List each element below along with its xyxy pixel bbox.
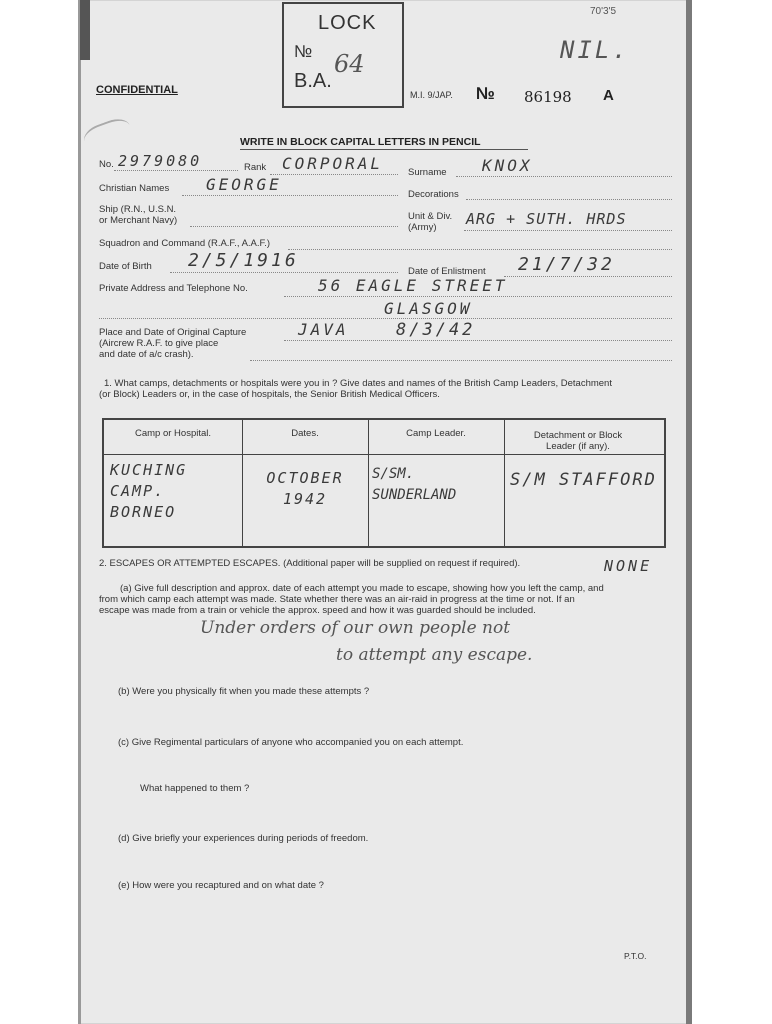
ref-label: M.I. 9/JAP. [410, 90, 453, 100]
no-dots [114, 170, 238, 171]
address-value-1: 56 EAGLE STREET [318, 276, 508, 295]
unit-value: ARG + SUTH. HRDS [466, 210, 627, 228]
question-2c-followup: What happened to them ? [140, 783, 250, 794]
surname-label: Surname [408, 167, 447, 178]
form-suffix: A [603, 87, 614, 104]
pto-label: P.T.O. [624, 951, 647, 961]
decorations-label: Decorations [408, 189, 459, 200]
question-1-line1: 1. What camps, detachments or hospitals were you in ? Give dates and names of the British Camp Leaders, Detachment [104, 378, 612, 389]
form-number: 86198 [524, 88, 572, 106]
stamp-line2: № [294, 42, 313, 61]
capture-dots-2 [250, 360, 672, 361]
question-2a-line1: (a) Give full description and approx. date of each attempt you made to escape, showing how you left the camp, and [120, 583, 604, 594]
table-header-camp: Camp or Hospital. [134, 428, 212, 439]
lock-stamp [282, 2, 404, 108]
christian-dots [182, 195, 398, 196]
number-symbol: № [476, 84, 495, 103]
address-dots-1 [284, 296, 672, 297]
table-cell-leader: S/SM. SUNDERLAND [372, 466, 457, 503]
enlistment-value: 21/7/32 [518, 254, 615, 275]
question-2-answer: NONE [604, 557, 653, 575]
dob-dots [170, 272, 398, 273]
surname-value: KNOX [482, 156, 533, 175]
surname-dots [456, 176, 672, 177]
ship-label-2: or Merchant Navy) [99, 215, 178, 226]
title-underline [240, 149, 528, 150]
enlistment-dots [504, 276, 672, 277]
table-header-dates: Dates. [291, 428, 319, 439]
ship-label-1: Ship (R.N., U.S.N. [99, 204, 177, 215]
christian-names-value: GEORGE [206, 175, 282, 194]
unit-label-1: Unit & Div. [408, 211, 453, 222]
dob-value: 2/5/1916 [188, 250, 299, 271]
question-2c: (c) Give Regimental particulars of anyone who accompanied you on each attempt. [118, 737, 464, 748]
enlistment-label: Date of Enlistment [408, 266, 486, 277]
question-2-title: 2. ESCAPES OR ATTEMPTED ESCAPES. (Additional paper will be supplied on request if required). [99, 558, 521, 569]
question-2e: (e) How were you recaptured and on what date ? [118, 880, 324, 891]
address-dots-2 [99, 318, 672, 319]
nil-note: NIL. [560, 36, 630, 64]
handwritten-answer-1: Under orders of our own people not [200, 618, 511, 638]
table-header-leader: Camp Leader. [406, 428, 466, 439]
ship-dots [190, 226, 398, 227]
capture-label-1: Place and Date of Original Capture [99, 327, 247, 338]
capture-label-2: (Aircrew R.A.F. to give place [99, 338, 219, 349]
dob-label: Date of Birth [99, 261, 152, 272]
unit-dots [464, 230, 672, 231]
capture-label-3: and date of a/c crash). [99, 349, 194, 360]
rank-label: Rank [244, 162, 267, 173]
rank-dots [270, 174, 398, 175]
stamp-line1: LOCK [318, 12, 377, 34]
capture-place: JAVA [298, 320, 349, 339]
capture-date: 8/3/42 [396, 320, 476, 340]
unit-label-2: (Army) [408, 222, 437, 233]
table-cell-camp: KUCHING CAMP. BORNEO [110, 461, 188, 521]
handwritten-answer-2: to attempt any escape. [336, 645, 533, 665]
no-value: 2979080 [118, 152, 203, 170]
table-cell-block: S/M STAFFORD [510, 470, 657, 490]
capture-dots-1 [284, 340, 672, 341]
rank-value: CORPORAL [282, 154, 384, 173]
stamp-line3: B.A. [294, 70, 332, 92]
top-right-note: 70'3'5 [590, 6, 617, 17]
decorations-dots [466, 199, 672, 200]
table-header-rule [104, 454, 664, 455]
form-title: WRITE IN BLOCK CAPITAL LETTERS IN PENCIL [240, 136, 481, 148]
page-edge-right [686, 0, 692, 1024]
address-value-2: GLASGOW [384, 299, 473, 318]
squadron-label: Squadron and Command (R.A.F., A.A.F.) [99, 238, 271, 249]
question-2a-line2: from which camp each attempt was made. State whether there was an air-raid in progress at the time or not. If an [99, 594, 575, 605]
no-label: No. [99, 159, 114, 170]
confidential-label: CONFIDENTIAL [96, 84, 178, 96]
table-divider [504, 420, 505, 546]
page-edge-left [78, 0, 81, 1024]
stamp-number: 64 [334, 50, 365, 78]
camps-table [102, 418, 666, 548]
address-label: Private Address and Telephone No. [99, 283, 248, 294]
file-tab [80, 0, 90, 60]
table-header-block: Detachment or Block Leader (if any). [533, 430, 623, 452]
squadron-dots [288, 249, 672, 250]
question-1-line2: (or Block) Leaders or, in the case of hospitals, the Senior British Medical Officers. [99, 389, 440, 400]
question-2a-line3: escape was made from a train or vehicle the approx. speed and how it was guarded should be included. [99, 605, 536, 616]
christian-names-label: Christian Names [99, 183, 170, 194]
table-cell-dates: OCTOBER 1942 [266, 469, 344, 508]
question-2d: (d) Give briefly your experiences during periods of freedom. [118, 833, 369, 844]
question-2b: (b) Were you physically fit when you made these attempts ? [118, 686, 370, 697]
